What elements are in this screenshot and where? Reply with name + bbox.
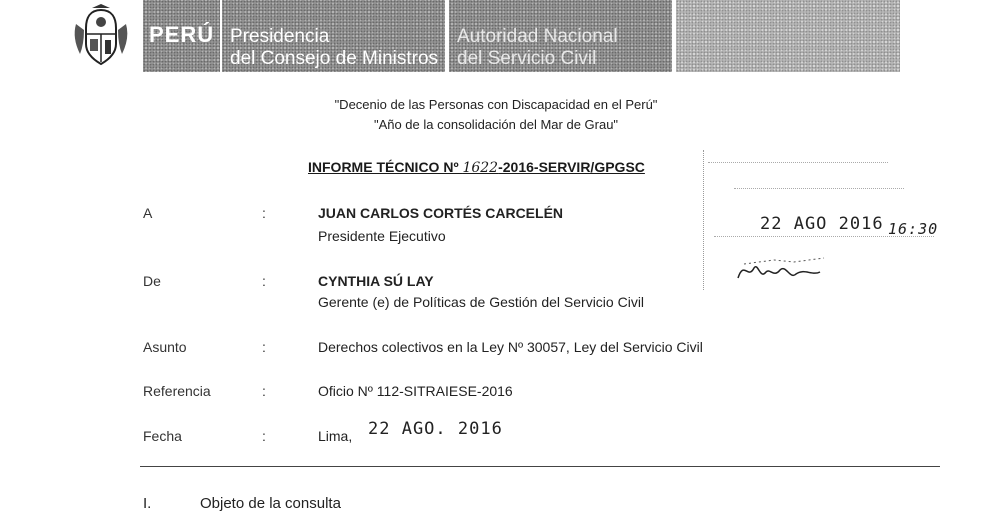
reception-time: 16:30 bbox=[888, 220, 939, 238]
field-label-referencia: Referencia bbox=[143, 383, 211, 399]
motto-line-1: "Decenio de las Personas con Discapacidad en el Perú" bbox=[334, 97, 658, 112]
field-label-fecha: Fecha bbox=[143, 428, 182, 444]
section-title: Objeto de la consulta bbox=[200, 495, 341, 512]
field-colon-de: : bbox=[262, 273, 266, 289]
subject-value: Derechos colectivos en la Ley Nº 30057, Ley del Servicio Civil bbox=[318, 339, 703, 355]
recipient-position: Presidente Ejecutivo bbox=[318, 228, 446, 244]
header-extension-block bbox=[676, 0, 900, 72]
field-colon-asunto: : bbox=[262, 339, 266, 355]
sender-position: Gerente (e) de Políticas de Gestión del Servicio Civil bbox=[318, 294, 645, 310]
reception-stamp bbox=[703, 150, 944, 290]
presidencia-block bbox=[222, 0, 445, 72]
field-label-de: De bbox=[143, 273, 161, 289]
reception-date: 22 AGO 2016 bbox=[760, 214, 884, 234]
servir-line2: del Servicio Civil bbox=[457, 48, 597, 69]
peru-label: PERÚ bbox=[149, 22, 215, 47]
servir-line1: Autoridad Nacional bbox=[457, 26, 618, 47]
date-place: Lima, bbox=[318, 428, 353, 444]
field-label-a: A bbox=[143, 205, 153, 221]
motto-line-2: "Año de la consolidación del Mar de Grau" bbox=[373, 117, 619, 132]
reference-value: Oficio Nº 112-SITRAIESE-2016 bbox=[318, 383, 513, 399]
field-label-asunto: Asunto bbox=[143, 339, 187, 355]
report-title bbox=[308, 159, 645, 176]
peru-brand-block bbox=[143, 0, 220, 72]
title-prefix: INFORME TÉCNICO Nº bbox=[308, 159, 463, 175]
section-number: I. bbox=[143, 495, 152, 512]
stamp-line-2 bbox=[734, 188, 904, 189]
presidencia-line2: del Consejo de Ministros bbox=[230, 48, 439, 69]
sender-name: CYNTHIA SÚ LAY bbox=[318, 273, 434, 289]
header-divider bbox=[140, 466, 940, 467]
presidencia-line1: Presidencia bbox=[230, 26, 330, 47]
recipient-name: JUAN CARLOS CORTÉS CARCELÉN bbox=[318, 205, 564, 221]
stamp-line-1 bbox=[708, 162, 888, 163]
field-colon-a: : bbox=[262, 205, 266, 221]
servir-block bbox=[449, 0, 672, 72]
coat-of-arms-logo bbox=[70, 4, 132, 68]
field-colon-referencia: : bbox=[262, 383, 266, 399]
title-number: 1622 bbox=[462, 160, 499, 176]
stamp-signature bbox=[734, 250, 844, 290]
field-colon-fecha: : bbox=[262, 428, 266, 444]
title-suffix: -2016-SERVIR/GPGSC bbox=[498, 159, 645, 175]
date-stamp: 22 AGO. 2016 bbox=[368, 419, 503, 439]
